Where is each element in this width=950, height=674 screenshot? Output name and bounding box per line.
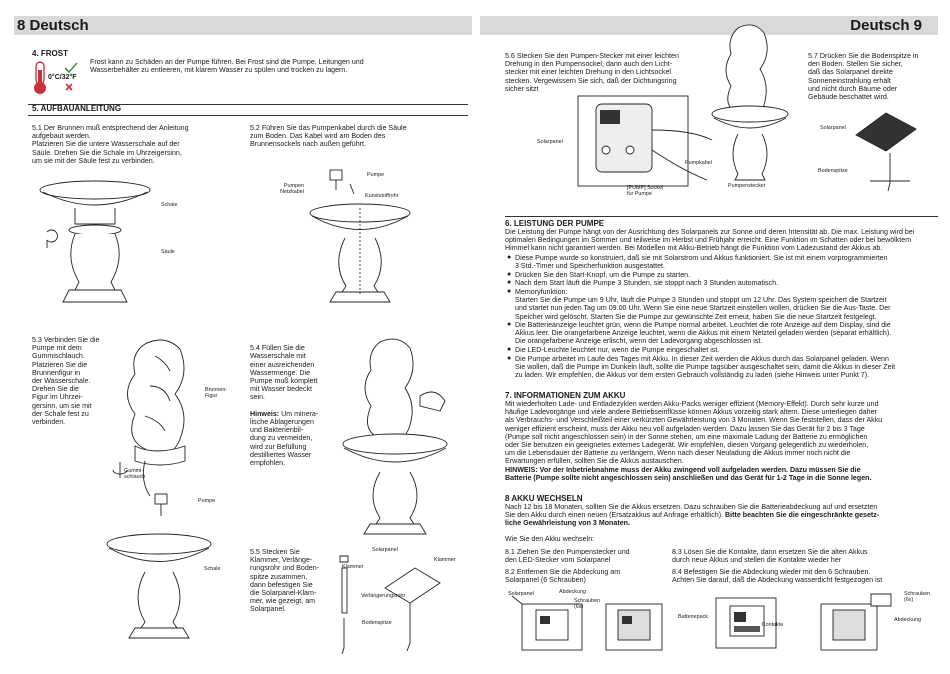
pump-cable-illustration bbox=[300, 168, 430, 318]
step-5-4-hint-text: Um minera- lische Ablagerungen und Bakterienbil- dung zu vermeiden, wird zur Befüllung destilliertes Wasser empfohlen. bbox=[250, 409, 319, 468]
step-8-3-text: 8.3 Lösen Sie die Kontakte, dann ersetzen Sie die alten Akkus durch neue Akkus und stellen die Kontakte wieder her bbox=[672, 548, 868, 565]
label-solarpanel-56: Solarpanel bbox=[537, 139, 563, 145]
label-pump-sockel: [PUMP] Sockel für Pumpe bbox=[627, 185, 664, 197]
label-schale: Schale bbox=[161, 202, 178, 208]
label-verlaengerungsrohr: Verlängerungsrohr bbox=[361, 593, 406, 599]
page-title-left: 8 Deutsch bbox=[17, 17, 89, 34]
label-gummischlauch: Gummi- schlauch bbox=[124, 468, 146, 480]
right-page bbox=[480, 0, 950, 674]
frost-temp-label: 0°C/32°F bbox=[48, 74, 77, 81]
label-schrauben-8b: Schrauben (6x) bbox=[904, 591, 931, 603]
bullet-icon: ● bbox=[507, 254, 512, 261]
divider bbox=[28, 115, 468, 116]
label-kunststoffrohr: Kunststoffrohr bbox=[365, 193, 399, 199]
label-pumpe-52: Pumpe bbox=[367, 172, 385, 178]
label-solarpanel-57: Solarpanel bbox=[820, 125, 846, 131]
section-7-hint: HINWEIS: Vor der Inbetriebnahme muss der Akku zwingend voll aufgeladen werden. Dazu müssen Sie die Batterie (Pumpe sollte nicht angeschlossen sein) anschließen und das Gerät für 1-2 Tage in die Sonne legen. bbox=[505, 466, 872, 483]
solar-panel-socket-illustration bbox=[570, 90, 730, 200]
step-8-1-text: 8.1 Ziehen Sie den Pumpenstecker und den LED-Stecker vom Solarpanel bbox=[505, 548, 630, 565]
step-5-4-text bbox=[250, 336, 318, 467]
label-solarpanel-8: Solarpanel bbox=[508, 591, 534, 597]
label-schale-53: Schale bbox=[204, 566, 221, 572]
label-bodenspitze-57: Bodenspitze bbox=[818, 168, 848, 174]
label-pumpkabel: Pumpkabel bbox=[685, 160, 712, 166]
bullet-icon: ● bbox=[507, 288, 512, 295]
battery-step-4-illustration bbox=[815, 590, 895, 660]
section-8-text-main: Nach 12 bis 18 Monaten, sollten Sie die Akkus ersetzen. Dazu schrauben Sie die Batterieabdeckung auf und ersetzten Sie den Akku durch einen neuen (Ersatzakkus auf Anfrage erhältlich). bbox=[505, 503, 878, 520]
section-6-bullet: Memoryfunktion: Starten Sie die Pumpe um 9 Uhr, läuft die Pumpe 3 Stunden und stoppt um 12 Uhr. Das System speichert die Startzeit und startet nun jeden Tag um 09.00 Uhr. Wenn Sie eine neue Startzeit einstellen wollen, drücken Sie die Aus-Taste. Der Speicher wird gelöscht. Starten Sie die Pumpe zur gewünschte Zeit erneut, haben Sie die neue Startzeit festgelegt. bbox=[515, 288, 891, 321]
section-6-bullet: Die Batterieanzeige leuchtet grün, wenn die Pumpe normal arbeitet. Leuchtet die rote Anzeige auf dem Display, sind die Akkus leer. Die orangefarbene Anzeige leuchtet, wenn die Akkus mit einem Netzteil geladen werden (separat erhältlich). Die orangefarbene Anzeige erlischt, wenn der Ladevorgang abgeschlossen ist. bbox=[515, 321, 892, 346]
frost-text: Frost kann zu Schäden an der Pumpe führen. Bei Frost sind die Pumpe, Leitungen und Wasserbehälter zu entleeren, mit klarem Wasser zu spülen und trocken zu lagern. bbox=[90, 58, 364, 75]
label-pumpe-53: Pumpe bbox=[198, 498, 216, 504]
bowl-and-column-illustration bbox=[35, 178, 195, 318]
step-5-2-text: 5.2 Führen Sie das Pumpenkabel durch die Säule zum Boden. Das Kabel wird am Boden des Brunnensockels nach außen geführt. bbox=[250, 124, 407, 149]
step-5-6-text: 5.6 Stecken Sie den Pumpen-Stecker mit einer leichten Drehung in den Pumpensockel, dann auch den Licht- stecker mit einer leichten Drehung in den Lichtsockel stecken. Vergewissern Sie sich, daß der Dichtungsring sicher sitzt bbox=[505, 52, 679, 93]
section-6-bullet: Die LED-Leuchte leuchtet nur, wenn die Pumpe eingeschaltet ist. bbox=[515, 346, 720, 354]
section-8-how: Wie Sie den Akku wechseln: bbox=[505, 535, 595, 543]
frost-heading: 4. FROST bbox=[32, 49, 69, 58]
step-5-1-text: 5.1 Der Brunnen muß entsprechend der Anleitung aufgebaut werden. Platzieren Sie die untere Wasserschale auf der Säule. Drehen Sie die Schale im Uhrzeigersinn, um sie mit der Säule fest zu verbinden. bbox=[32, 124, 189, 165]
bullet-icon: ● bbox=[507, 279, 512, 286]
section-6-intro: Die Leistung der Pumpe hängt von der Ausrichtung des Solarpanels zur Sonne und deren Intensität ab. Die max. Leistung wird bei optimalen Bedingungen im Sommer und teilweise im Herbst und Frühjahr erreicht. Eine Funktion im Schatten oder bei bewölktem Himmel kann nicht garantiert werden. Bei Modellen mit Akku-Betrieb hängt die Funktion vom Ladezustand der Akkus ab. bbox=[505, 228, 915, 253]
label-bodenspitze-55: Bodenspitze bbox=[362, 620, 392, 626]
label-pumpenstecker: Pumpenstecker bbox=[728, 183, 766, 189]
step-8-4-text: 8.4 Befestigen Sie die Abdeckung wieder mit den 6 Schrauben. Achten Sie darauf, daß die Abdeckung wasserdicht festgezogen ist bbox=[672, 568, 883, 585]
section-7-text: Mit wiederholten Lade- und Entladezyklen werden Akku-Packs weniger effizient (Memory-Effekt). Durch sehr kurze und häufige Ladevorgänge und viele andere Betriebseinflüsse können Akkus vorzeitig stark altern. Diese unterliegen daher als Verbrauchs- und Verschleißteil einer verkürzten Gewährleistung von 3 Monaten. Wenn Sie feststellen, dass der Akku weniger effizient erscheint, muss der Akku neu voll aufgeladen werden. Dazu lassen Sie das Gerät für 2 bis 3 Tage (Pumpe soll nicht angeschlossen sein) in der Sonne stehen, um eine maximale Ladung der Batterie zu ermöglichen oder Sie benutzen ein geeignetes externes Ladegerät. Wir empfehlen, diesen Vorgang gelegentlich zu wiederholen, um die Lebensdauer der Batterie zu verlängern. Wenn nach dieser Neuladung die Akkus immer noch nicht die Erwartungen erfüllen, sollten Sie die Akkus austauschen. bbox=[505, 400, 883, 466]
left-page bbox=[0, 0, 470, 674]
section-8-text bbox=[505, 503, 879, 528]
label-solarpanel-55: Solarpanel bbox=[372, 547, 398, 553]
label-pumpen-netzkabel: Pumpen Netzkabel bbox=[280, 183, 304, 195]
label-kontakte: Kontakte bbox=[762, 622, 784, 628]
label-abdeckung-8: Abdeckung bbox=[559, 589, 586, 595]
bullet-icon: ● bbox=[507, 271, 512, 278]
step-8-2-text: 8.2 Entfernen Sie die Abdeckung am Solarpanel (6 Schrauben) bbox=[505, 568, 621, 585]
bullet-icon: ● bbox=[507, 346, 512, 353]
label-batteriepack: Batteriepack bbox=[678, 614, 708, 620]
label-klammer-1: Klammer bbox=[342, 564, 364, 570]
section-6-bullet: Drücken Sie den Start-Knopf, um die Pumpe zu starten. bbox=[515, 271, 691, 279]
section-6-bullet: Die Pumpe arbeitet im Laufe des Tages mit Akku. In dieser Zeit werden die Akkus durch das Solarpanel geladen. Wenn Sie wollen, daß die Pumpe im Dunkeln läuft, sollte die Pumpe tagsüber ausgeschaltet sein, damit die Akkus in dieser Zeit zu laden. Wir empfehlen, die Akkus vor dem ersten Gebrauch vollständig zu laden (siehe Hinweis unter Punkt 7). bbox=[515, 355, 896, 380]
section-8-heading: 8 AKKU WECHSELN bbox=[505, 494, 583, 503]
step-5-4-main: 5.4 Füllen Sie die Wasserschale mit einer ausreichenden Wassermenge. Die Pumpe muß komplett mit Wasser bedeckt sein. bbox=[250, 344, 318, 402]
battery-step-2-illustration bbox=[600, 590, 680, 660]
assembly-heading: 5. AUFBAUANLEITUNG bbox=[32, 104, 122, 113]
label-schrauben-8: Schrauben (6x) bbox=[574, 598, 601, 610]
bullet-icon: ● bbox=[507, 355, 512, 362]
label-abdeckung-8b: Abdeckung bbox=[894, 617, 921, 623]
section-8-text-bold: Bitte beachten Sie die eingeschränkte gesetz- liche Gewährleistung von 3 Monaten. bbox=[505, 511, 880, 528]
step-5-4-hint-label: Hinweis: bbox=[250, 409, 280, 418]
section-7-heading: 7. INFORMATIONEN ZUM AKKU bbox=[505, 391, 626, 400]
section-6-bullet: Nach dem Start läuft die Pumpe 3 Stunden, sie stoppt nach 3 Stunden automatisch. bbox=[515, 279, 779, 287]
label-saeule: Säule bbox=[161, 249, 175, 255]
section-6-heading: 6. LEISTUNG DER PUMPE bbox=[505, 219, 605, 228]
label-brunnenfigur: Brunnen- Figur bbox=[205, 387, 228, 399]
divider bbox=[505, 216, 938, 217]
section-6-bullet: Diese Pumpe wurde so konstruiert, daß sie mit Solarstrom und Akkus funktioniert. Sie ist mit einem vorprogrammierten 3 Std.-Timer und Speicherfunktion ausgestattet. bbox=[515, 254, 888, 271]
step-5-5-text: 5.5 Stecken Sie Klammer, Verlänge- rungsrohr und Boden- spitze zusammen, dann befestigen Sie die Solarpanel-Klam- mer, wie gezeigt, am Solarpanel. bbox=[250, 548, 320, 614]
label-klammer-2: Klammer bbox=[434, 557, 456, 563]
bullet-icon: ● bbox=[507, 321, 512, 328]
step-5-7-text: 5.7 Drücken Sie die Bodenspitze in den Boden. Stellen Sie sicher, daß das Solarpanel direkte Sonneneinstrahlung erhält und nicht durch Bäume oder Gebäude beschattet wird. bbox=[808, 52, 919, 102]
filled-fountain-illustration bbox=[340, 336, 460, 536]
step-5-3-text: 5.3 Verbinden Sie die Pumpe mit dem Gummischlauch. Platzieren Sie die Brunnenfigur in der Wasserschale. Drehen Sie die Figur im Uhrzei- gersinn, um sie mit der Schale fest zu verbinden. bbox=[32, 336, 100, 427]
solar-panel-stake-illustration bbox=[850, 105, 940, 195]
page-title-right: Deutsch 9 bbox=[850, 17, 922, 34]
